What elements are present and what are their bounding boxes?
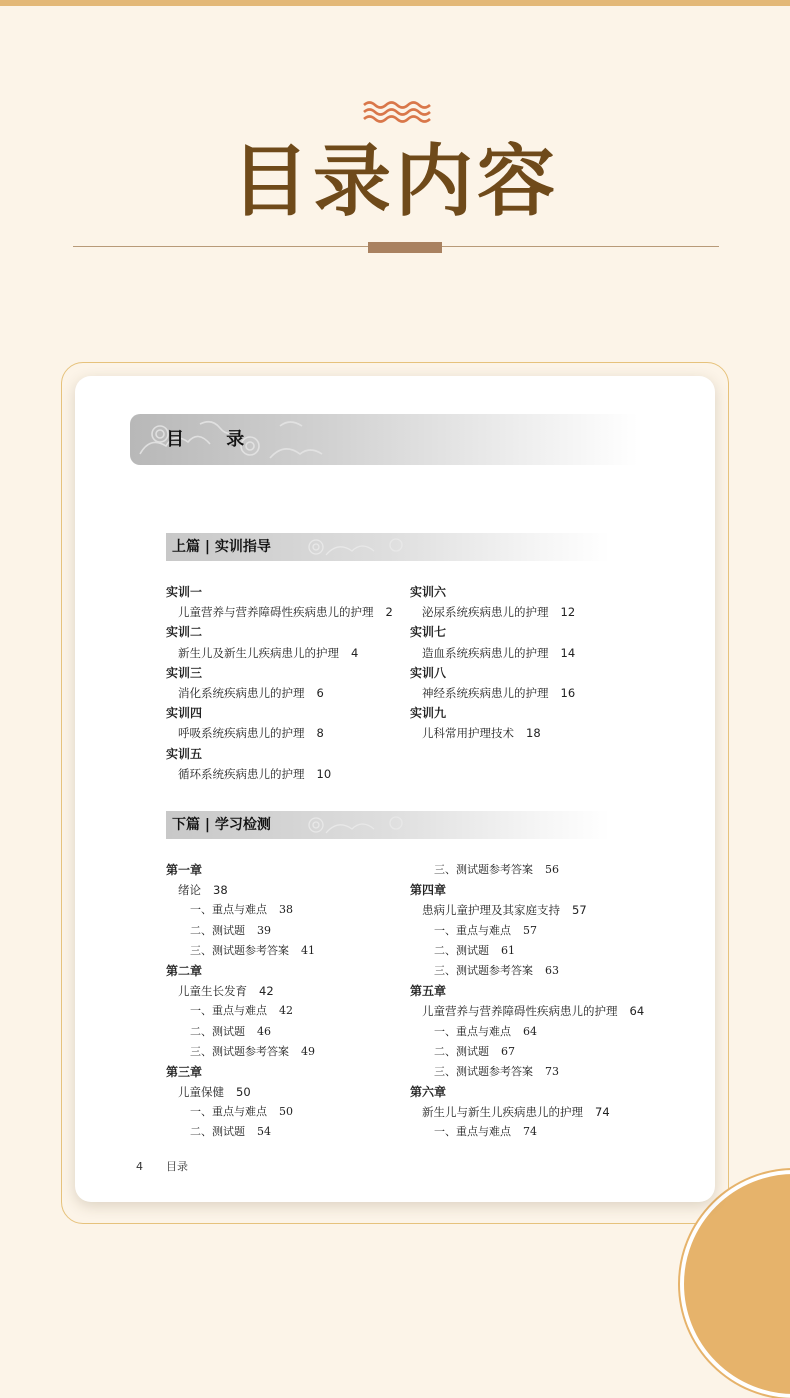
toc-entry-title: 儿童营养与营养障碍性疾病患儿的护理 — [178, 605, 374, 620]
toc-entry-title: 儿童营养与营养障碍性疾病患儿的护理 — [422, 1004, 618, 1019]
toc-page-number: 2 — [385, 605, 393, 620]
toc-entry-title: 二、测试题 — [190, 1125, 245, 1139]
toc-entry — [166, 941, 396, 961]
toc-page-number: 10 — [316, 766, 332, 781]
toc-entry-title: 一、重点与难点 — [190, 903, 267, 917]
cloud-pattern-icon — [286, 533, 486, 561]
toc-entry — [410, 1062, 640, 1082]
toc-entry — [410, 1122, 640, 1142]
toc-page-number: 50 — [279, 1105, 293, 1119]
toc-entry-title: 消化系统疾病患儿的护理 — [178, 685, 305, 700]
toc-entry-title: 儿科常用护理技术 — [422, 726, 514, 741]
toc-heading — [410, 582, 640, 602]
toc-entry-title: 二、测试题 — [190, 923, 245, 937]
toc-heading — [410, 703, 640, 723]
toc-page-number: 14 — [560, 645, 576, 660]
part1-left-column — [166, 582, 396, 784]
toc-page-number: 57 — [523, 923, 537, 937]
toc-heading — [410, 663, 640, 683]
toc-entry — [410, 961, 640, 981]
toc-heading — [166, 582, 396, 602]
toc-entry-title: 儿童生长发育 — [178, 984, 247, 999]
toc-heading — [166, 1062, 396, 1082]
toc-entry-title: 一、重点与难点 — [190, 1004, 267, 1018]
toc-entry-title: 患病儿童护理及其家庭支持 — [422, 903, 560, 918]
toc-heading — [166, 703, 396, 723]
toc-entry — [166, 1082, 396, 1102]
toc-heading — [166, 622, 396, 642]
toc-entry-title: 第五章 — [410, 984, 447, 999]
toc-entry-title: 一、重点与难点 — [434, 1024, 511, 1038]
toc-entry — [410, 1022, 640, 1042]
toc-page-number: 74 — [595, 1105, 610, 1120]
toc-entry-title: 一、重点与难点 — [434, 923, 511, 937]
toc-entry — [410, 1102, 640, 1122]
toc-page-number: 74 — [523, 1125, 537, 1139]
toc-entry — [410, 683, 640, 703]
toc-entry-title: 三、测试题参考答案 — [434, 1064, 533, 1078]
toc-entry — [166, 764, 396, 784]
toc-entry — [166, 880, 396, 900]
toc-entry-title: 三、测试题参考答案 — [434, 863, 533, 876]
toc-entry-title: 二、测试题 — [434, 943, 489, 957]
toc-entry-title: 呼吸系统疾病患儿的护理 — [178, 726, 305, 741]
toc-page-number: 18 — [526, 726, 541, 741]
toc-banner — [130, 414, 638, 465]
toc-page-number: 61 — [501, 943, 515, 957]
toc-entry-title: 实训五 — [166, 746, 203, 761]
toc-entry-title: 实训四 — [166, 706, 203, 721]
wave-ornament-icon — [362, 100, 432, 124]
toc-entry — [410, 860, 640, 880]
section-bar-part1 — [166, 533, 610, 561]
toc-entry-title: 实训九 — [410, 706, 447, 721]
toc-page-number: 42 — [279, 1004, 293, 1018]
part1-right-column — [410, 582, 640, 744]
toc-page-number: 38 — [213, 883, 228, 898]
toc-entry — [410, 643, 640, 663]
toc-page-number: 42 — [259, 984, 274, 999]
toc-page-number: 12 — [560, 605, 576, 620]
toc-page-number: 8 — [316, 726, 324, 741]
toc-heading — [410, 880, 640, 900]
toc-heading — [166, 744, 396, 764]
toc-heading — [166, 961, 396, 981]
toc-entry-title: 儿童保健 — [178, 1085, 224, 1100]
toc-entry-title: 一、重点与难点 — [190, 1105, 267, 1119]
top-accent-bar — [0, 0, 790, 6]
toc-page-number: 49 — [301, 1044, 315, 1058]
toc-entry — [166, 921, 396, 941]
toc-entry-title: 神经系统疾病患儿的护理 — [422, 685, 549, 700]
toc-page-number: 38 — [279, 903, 293, 917]
toc-page-number: 6 — [316, 685, 324, 700]
toc-page-number: 64 — [629, 1004, 645, 1019]
toc-page-number: 39 — [257, 923, 271, 937]
toc-entry-title: 一、重点与难点 — [434, 1125, 511, 1139]
section-title-part1: 上篇 | 实训指导 — [172, 539, 271, 555]
toc-entry — [166, 900, 396, 920]
toc-entry-title: 实训七 — [410, 625, 447, 640]
toc-page-number: 57 — [572, 903, 587, 918]
toc-entry-title: 实训三 — [166, 665, 203, 680]
toc-entry-title: 三、测试题参考答案 — [190, 943, 289, 957]
toc-title: 目 录 — [166, 429, 263, 450]
hero-title: 目录内容 — [230, 136, 559, 227]
part2-right-column — [410, 860, 645, 1143]
toc-entry-title: 泌尿系统疾病患儿的护理 — [422, 605, 549, 620]
toc-entry-title: 实训二 — [166, 625, 203, 640]
toc-heading — [410, 1082, 640, 1102]
toc-entry — [410, 900, 640, 920]
toc-entry — [166, 683, 396, 703]
toc-page-number: 50 — [236, 1085, 251, 1100]
section-title-part2: 下篇 | 学习检测 — [172, 817, 271, 833]
toc-entry — [410, 1001, 645, 1021]
toc-entry-title: 新生儿与新生儿疾病患儿的护理 — [422, 1105, 583, 1120]
hero-divider-block — [368, 242, 442, 253]
toc-entry — [410, 602, 640, 622]
toc-entry-title: 第四章 — [410, 883, 447, 898]
toc-entry — [166, 602, 396, 622]
toc-page-number: 56 — [545, 863, 559, 876]
toc-entry-title: 第三章 — [166, 1064, 203, 1079]
toc-entry-title: 第二章 — [166, 963, 203, 978]
toc-entry — [166, 1022, 396, 1042]
toc-page-number: 54 — [257, 1125, 271, 1139]
cloud-pattern-icon — [286, 811, 486, 839]
toc-page-number: 64 — [523, 1024, 537, 1038]
toc-entry-title: 实训六 — [410, 585, 447, 599]
toc-entry — [166, 1102, 396, 1122]
toc-entry — [410, 1042, 640, 1062]
toc-entry-title: 循环系统疾病患儿的护理 — [178, 766, 305, 781]
toc-entry — [410, 921, 640, 941]
toc-page-number: 46 — [257, 1024, 271, 1038]
toc-entry-title: 造血系统疾病患儿的护理 — [422, 645, 549, 660]
section-bar-part2 — [166, 811, 610, 839]
toc-entry-title: 实训一 — [166, 585, 203, 599]
footer-page-number: 4 — [136, 1160, 143, 1173]
toc-heading — [410, 981, 640, 1001]
toc-page-number: 67 — [501, 1044, 515, 1058]
toc-entry — [166, 643, 396, 663]
toc-page-number: 73 — [545, 1064, 559, 1078]
toc-entry-title: 绪论 — [178, 883, 201, 898]
toc-entry-title: 二、测试题 — [434, 1044, 489, 1058]
toc-entry — [410, 723, 640, 743]
toc-page-number: 4 — [351, 645, 359, 660]
toc-entry — [166, 981, 396, 1001]
toc-entry — [166, 723, 396, 743]
toc-page-number: 41 — [301, 943, 315, 957]
toc-entry-title: 二、测试题 — [190, 1024, 245, 1038]
toc-entry — [166, 1122, 396, 1142]
toc-page-number: 16 — [560, 685, 576, 700]
toc-entry — [166, 1042, 396, 1062]
toc-entry-title: 三、测试题参考答案 — [190, 1044, 289, 1058]
toc-entry-title: 第一章 — [166, 863, 203, 877]
toc-page-number: 63 — [545, 963, 559, 977]
part2-left-column — [166, 860, 396, 1143]
toc-heading — [166, 860, 396, 880]
toc-entry-title: 三、测试题参考答案 — [434, 963, 533, 977]
toc-heading — [410, 622, 640, 642]
toc-entry — [410, 941, 640, 961]
toc-entry-title: 第六章 — [410, 1085, 447, 1100]
toc-entry-title: 新生儿及新生儿疾病患儿的护理 — [178, 645, 339, 660]
toc-entry — [166, 1001, 396, 1021]
toc-heading — [166, 663, 396, 683]
toc-entry-title: 实训八 — [410, 665, 447, 680]
footer-label: 目录 — [166, 1160, 188, 1173]
